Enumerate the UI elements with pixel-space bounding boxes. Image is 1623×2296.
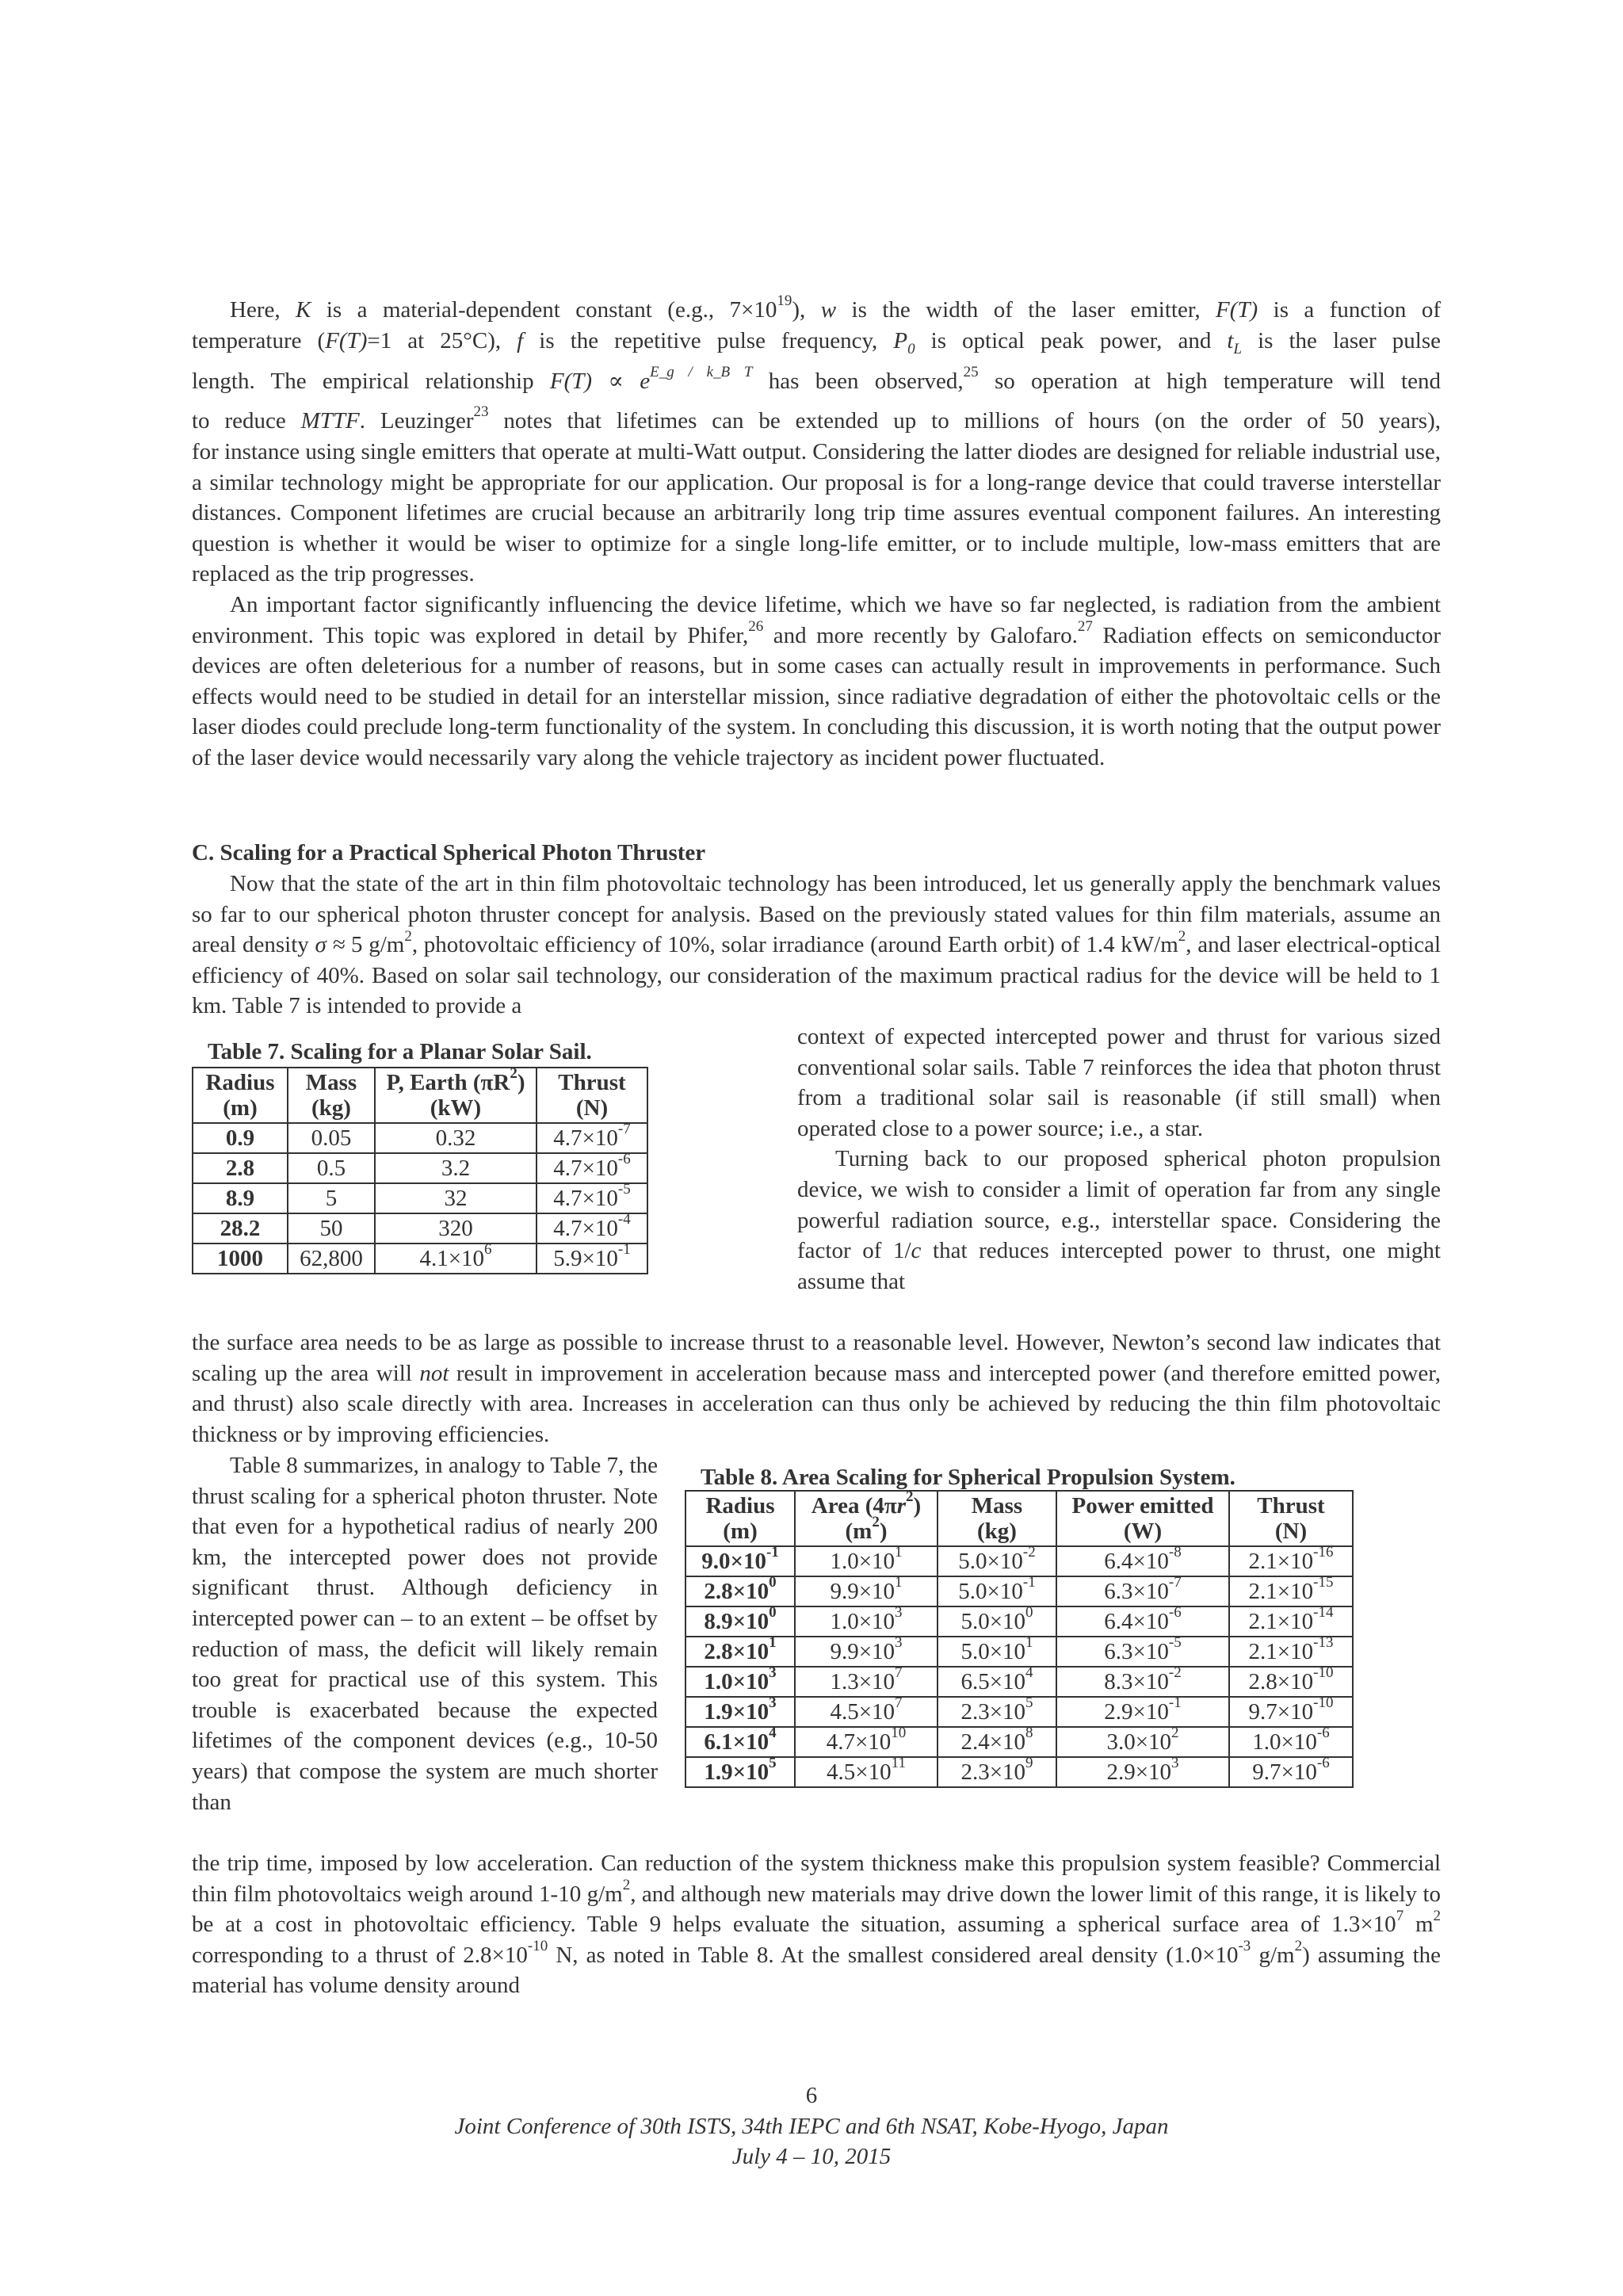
table-row: 2.8 0.5 3.2 $4.7\times 10^{-6}$ <box>193 1153 647 1183</box>
table-cell: $2.8\times 10^1$ <box>685 1637 795 1667</box>
table-header: Mass (kg) <box>938 1491 1056 1546</box>
paragraph-1-rest: for instance using single emitters that operate at multi-Watt output. Considering the latter diodes are designed for reliable industrial use, a similar technology might be appropriate for our application. Our proposal is for a long-range device that could traverse interstellar distances. Component lifetimes are crucial because an arbitrarily long trip time assures eventual component failures. An interesting question is whether it would be wiser to optimize for a single long-life emitter, or to include multiple, low-mass emitters that are replaced as the trip progresses. <box>192 439 1441 587</box>
paragraph-4: the surface area needs to be as large as possible to increase thrust to a reasonable level. However, Newton’s second law indicates that scaling up the area will not result in improvement in acceleration because mass and intercepted power (and therefore emitted power, and thrust) also scale directly with area. Increases in acceleration can thus only be achieved by reducing the thin film photovoltaic thickness or by improving efficiencies. <box>192 1330 1441 1447</box>
table-cell: $5.0\times 10^0$ <box>938 1606 1056 1637</box>
table-header: Power emitted (W) <box>1056 1491 1229 1546</box>
table-cell: $1.0\times 10^3$ <box>685 1667 795 1697</box>
table-header: Radius (m) <box>193 1068 288 1123</box>
table-cell: $2.1\times 10^{-14}$ <box>1229 1606 1353 1637</box>
table-row <box>685 1667 1353 1697</box>
table-7-header-row <box>193 1068 647 1123</box>
table-cell: $6.4\times 10^{-8}$ <box>1056 1546 1229 1576</box>
table-row: 28.2 50 320 $4.7\times 10^{-4}$ <box>193 1213 647 1244</box>
side-text-table-8: Table 8 summarizes, in analogy to Table 7, the thrust scaling for a spherical photon thruster. Note that even for a hypothetical radius of nearly 200 km, the intercepted power does not provide significant thrust. Although deficiency in intercepted power can – to an extent – be offset by reduction of mass, the deficit will likely remain too great for practical use of this system. This trouble is exacerbated because the expected lifetimes of the component devices (e.g., 10-50 years) that compose the system are much shorter than <box>192 1453 658 1815</box>
table-cell: $5.0\times 10^1$ <box>938 1637 1056 1667</box>
table-7 <box>192 1067 648 1274</box>
table-cell: $9.0\times 10^{-1}$ <box>685 1546 795 1576</box>
table-cell: $2.8\times 10^0$ <box>685 1576 795 1606</box>
table-cell: $1.3\times 10^7$ <box>795 1667 938 1697</box>
table-cell: $5.0\times 10^{-2}$ <box>938 1546 1056 1576</box>
page-number: 6 <box>805 2083 818 2108</box>
equation: F(T) ∝ e <box>549 369 651 394</box>
table-cell: $1.9\times 10^3$ <box>685 1697 795 1727</box>
table-row <box>685 1637 1353 1667</box>
table-row: 1000 62,800 $4.1\times 10^6$ $5.9\times 10^{-1}$ <box>193 1244 647 1274</box>
table-cell: $3.0\times 10^2$ <box>1056 1727 1229 1757</box>
table-cell: $2.4\times 10^8$ <box>938 1727 1056 1757</box>
table-cell: $9.9\times 10^3$ <box>795 1637 938 1667</box>
table-cell: $5.0\times 10^{-1}$ <box>938 1576 1056 1606</box>
table-header: Thrust (N) <box>1229 1491 1353 1546</box>
paragraph-1-line-4: to reduce MTTF. Leuzinger$^{23}$ notes that lifetimes can be extended up to millions of hours (on the order of 50 years), <box>192 403 1441 434</box>
table-cell: $2.9\times 10^{-1}$ <box>1056 1697 1229 1727</box>
table-cell: $9.7\times 10^{-6}$ <box>1229 1757 1353 1787</box>
table-cell: $9.7\times 10^{-10}$ <box>1229 1697 1353 1727</box>
table-cell: $1.0\times 10^3$ <box>795 1606 938 1637</box>
footer-date: July 4 – 10, 2015 <box>731 2144 892 2169</box>
table-row <box>685 1546 1353 1576</box>
paragraph-3: Now that the state of the art in thin film photovoltaic technology has been introduced, let us generally apply the benchmark values so far to our spherical photon thruster concept for analysis. Based on the previously stated values for thin film materials, assume an areal density σ ≈ 5 $g/m^2$, photovoltaic efficiency of 10%, solar irradiance (around Earth orbit) of 1.4 $kW/m^2$, and laser electrical-optical efficiency of 40%. Based on solar sail technology, our consideration of the maximum practical radius for the device will be held to 1 km. Table 7 is intended to provide a <box>192 871 1441 1019</box>
table-header: Mass (kg) <box>288 1068 375 1123</box>
table-row <box>685 1757 1353 1787</box>
table-cell: $1.9\times 10^5$ <box>685 1757 795 1787</box>
paragraph-1-line-2: temperature (F(T)=1 at 25°C), f is the repetitive pulse frequency, $P_0$ is optical peak power, and $t_L$ is the laser pulse <box>192 328 1441 357</box>
table-header: Radius (m) <box>685 1491 795 1546</box>
table-cell: $6.3\times 10^{-5}$ <box>1056 1637 1229 1667</box>
table-header: P, Earth $(\pi R^2)$ (kW) <box>375 1068 537 1123</box>
table-cell: $2.1\times 10^{-13}$ <box>1229 1637 1353 1667</box>
table-cell: $6.5\times 10^4$ <box>938 1667 1056 1697</box>
footer-conference: Joint Conference of 30th ISTS, 34th IEPC and 6th NSAT, Kobe-Hyogo, Japan <box>454 2114 1169 2139</box>
paragraph-1-line-3: length. The empirical relationship $F(T) \propto e^{E\_g / k\_B T}$ has been observed,$^{25}$ so operation at high temperature will tend <box>192 364 1441 394</box>
table-cell: $2.3\times 10^5$ <box>938 1697 1056 1727</box>
table-8-caption: Table 8. Area Scaling for Spherical Propulsion System. <box>701 1465 1235 1490</box>
table-cell: $2.8\times 10^{-10}$ <box>1229 1667 1353 1697</box>
table-row <box>685 1727 1353 1757</box>
table-row <box>685 1606 1353 1637</box>
table-row: 8.9 5 32 $4.7\times 10^{-5}$ <box>193 1183 647 1213</box>
table-cell: $6.4\times 10^{-6}$ <box>1056 1606 1229 1637</box>
paragraph-2: An important factor significantly influencing the device lifetime, which we have so far neglected, is radiation from the ambient environment. This topic was explored in detail by Phifer,$^{26}$ and more recently by Galofaro.$^{27}$ Radiation effects on semiconductor devices are often deleterious for a number of reasons, but in some cases can actually result in improvements in performance. Such effects would need to be studied in detail for an interstellar mission, since radiative degradation of either the photovoltaic cells or the laser diodes could preclude long-term functionality of the system. In concluding this discussion, it is worth noting that the output power of the laser device would necessarily vary along the vehicle trajectory as incident power fluctuated. <box>192 592 1442 770</box>
table-cell: $2.9\times 10^3$ <box>1056 1757 1229 1787</box>
table-cell: $9.9\times 10^1$ <box>795 1576 938 1606</box>
table-cell: $2.1\times 10^{-16}$ <box>1229 1546 1353 1576</box>
table-7-caption: Table 7. Scaling for a Planar Solar Sail. <box>208 1039 592 1064</box>
table-cell: $4.5\times 10^7$ <box>795 1697 938 1727</box>
table-8 <box>685 1490 1354 1788</box>
table-cell: $8.9\times 10^0$ <box>685 1606 795 1637</box>
table-cell: $1.0\times 10^{-6}$ <box>1229 1727 1353 1757</box>
side-text-table-7: context of expected intercepted power and thrust for various sized conventional solar sails. Table 7 reinforces the idea that photon thrust from a traditional solar sail is reasonable (if still small) when operated close to a power source; i.e., a star. Turning back to our proposed spherical photon propulsion device, we wish to consider a limit of operation far from any single powerful radiation source, e.g., interstellar space. Considering the factor of 1/c that reduces intercepted power to thrust, one might assume that <box>797 1024 1441 1294</box>
table-cell: $1.0\times 10^1$ <box>795 1546 938 1576</box>
table-cell: $8.3\times 10^{-2}$ <box>1056 1667 1229 1697</box>
table-cell: $2.3\times 10^9$ <box>938 1757 1056 1787</box>
table-row <box>685 1576 1353 1606</box>
paragraph-5: the trip time, imposed by low acceleration. Can reduction of the system thickness make this propulsion system feasible? Commercial thin film photovoltaics weigh around 1-10 $g/m^2$, and although new materials may drive down the lower limit of this range, it is likely to be at a cost in photovoltaic efficiency. Table 9 helps evaluate the situation, assuming a spherical surface area of $1.3\times 10^7$ $m^2$ corresponding to a thrust of $2.8\times 10^{-10}$ N, as noted in Table 8. At the smallest considered areal density ($1.0\times 10^{-3}$ $g/m^2$) assuming the material has volume density around <box>192 1851 1441 1999</box>
table-8-header-row <box>685 1491 1353 1546</box>
table-header: Thrust (N) <box>537 1068 647 1123</box>
table-cell: $6.3\times 10^{-7}$ <box>1056 1576 1229 1606</box>
section-heading: C. Scaling for a Practical Spherical Photon Thruster <box>192 840 706 865</box>
table-cell: $2.1\times 10^{-15}$ <box>1229 1576 1353 1606</box>
table-cell: $6.1\times 10^4$ <box>685 1727 795 1757</box>
table-cell: $4.7\times 10^{10}$ <box>795 1727 938 1757</box>
table-header: Area $(4\pi r^2)$ $(m^2)$ <box>795 1491 938 1546</box>
table-row: 0.9 0.05 0.32 $4.7\times 10^{-7}$ <box>193 1123 647 1153</box>
paragraph-1-line-1: Here, K is a material-dependent constant (e.g., $7\times 10^{19}$), w is the width of the laser emitter, F(T) is a function of <box>230 292 1441 323</box>
table-cell: $4.5\times 10^{11}$ <box>795 1757 938 1787</box>
table-row <box>685 1697 1353 1727</box>
